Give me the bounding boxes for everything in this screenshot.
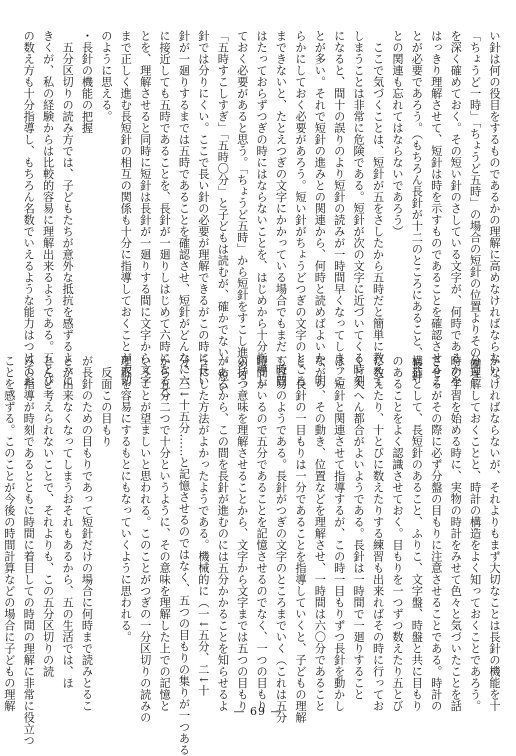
text-column: も容易のようである。長針がつぎの文字のところまでいく（これは五分 bbox=[274, 355, 288, 723]
text-column: させるがその際に必ず分盤の目もりに注意させることである。時計の bbox=[429, 355, 443, 712]
text-column: 理解を容易にするもとにもなっていくように思われる。 bbox=[119, 355, 133, 643]
text-column: のように思える。 bbox=[99, 30, 113, 122]
text-column: の数え方も十分指導し、もちろん名数でいえるような能力はつけてお bbox=[22, 30, 36, 387]
text-column: 分、三↓十五分……と記憶させるのではなく、五つの目もりの集りが一つある bbox=[177, 355, 191, 756]
text-column: い針は何の役目をするものであるかの理解に高めなければならない。 bbox=[488, 30, 501, 387]
text-column: とが必要であろう。（もちろん長針が十二のところにあること、長針 bbox=[410, 30, 424, 381]
text-column: があるから、この間を長針が進むのには五分かかることを知らせるよ bbox=[216, 355, 230, 712]
text-column: が長針のための目もりであって短針だけの場合に何時まで読みとるこ bbox=[80, 355, 94, 712]
text-column: のあることをよく認識させておく。目もりを一つずつ数えたり五とび bbox=[390, 355, 404, 712]
text-column: 時の学習を始める時に、実物の時計をみせて色々と気づいたことを話 bbox=[449, 355, 463, 712]
text-column: 時間がいるので五分であることを記憶させるのでなく、一つの目もり bbox=[255, 355, 269, 712]
text-column: に接近しても五時であることを、長針が一廻りしはじめて六時になるこ bbox=[158, 30, 172, 398]
page-number: — 69 — bbox=[233, 705, 283, 718]
text-column: を深く確めておく。その短い針のさしている文字が、何時であるかを bbox=[449, 30, 463, 387]
text-column: いうことが望ましいと思われる。このことがつぎの一分区切りの読みの bbox=[138, 355, 152, 723]
text-column: とを、理解させると同時に短針は長針が一廻りする間に文字から文字 bbox=[138, 30, 152, 387]
text-column: みの指導が時刻であるとともに時間に着目しての時間の理解に非常に役立つ bbox=[22, 355, 36, 746]
text-column: らかにしておく必要があろう。短い針がちょうどつぎの文字のところ bbox=[293, 30, 307, 387]
text-column: になると、間十の誤りのより短針の読みが一時間早くなってしまうこ bbox=[332, 30, 346, 387]
text-column: ここで気づくことは、短針が五をさしたから五時だと簡単に教えて bbox=[371, 30, 385, 387]
text-column: 「五時すこしすぎ」「五時〇分」と子どもは読むが、確かでない。短い bbox=[216, 30, 230, 393]
text-column: 五分区切りの読み方では、子どもたちが意外な抵抗を感ずるように bbox=[61, 30, 75, 387]
text-column: 反面この目もり bbox=[99, 355, 113, 447]
text-column: まで正しく進む長短針の相互の関係も十分に指導しておくことが大切 bbox=[119, 30, 133, 387]
text-column: きくが、私の経験からは比較的容易に理解出来るようである。五とび bbox=[41, 30, 55, 387]
text-column: は、短針と関連させて指導するが、この時一目もりずつ長針を動かし bbox=[332, 355, 346, 712]
text-column: しまうことは非常に危険である。短針が次の文字に近づいてくる時刻 bbox=[352, 30, 366, 387]
text-column: はっきり理解させて、短針は時を示すものであることを確認させるこ bbox=[429, 30, 443, 387]
text-column: くと大へん都合がよいようである。長針は一時間で一廻りすること bbox=[352, 355, 366, 700]
text-column: ておく必要があると思う。「ちょうど五時」から短針をすこし進める。 bbox=[235, 30, 249, 393]
text-column: との関連も忘れてはならないであろう） bbox=[390, 30, 404, 237]
text-column: とが多い。それで短針の進みとの関連から、何時と読めばよいか、明 bbox=[313, 30, 327, 387]
text-column: まできないと、たとえつぎの文字にかかっている場合でもまだ一時間 bbox=[274, 30, 288, 387]
text-column: とんど考えられないことで、それよりも、この五分区切りの読 bbox=[41, 355, 55, 677]
text-column: と、長針の一目もりは一分であることを指導していくと、子どもの理解 bbox=[293, 355, 307, 723]
text-column: うにした方法がよかったようである。機械的に（一↓五分、二↓十 bbox=[196, 355, 210, 697]
top-text-block bbox=[19, 30, 504, 398]
text-column: 針では分りにくい。ここで長い針の必要が理解できるがこの時に長い bbox=[196, 30, 210, 387]
text-column: 針が一廻りするまでは五時であることを確認させ、短針がどんなに六 bbox=[177, 30, 191, 387]
text-column: 構造として、長短針のあること、ふりこ、文字盤、時盤と共に目もり bbox=[410, 355, 424, 712]
text-column: から五分二つで十分というように、その意味を理解した上での記憶と bbox=[158, 355, 172, 712]
text-column: 「ちょうど一時」「ちょうど五時」の場合の短針の位置よりその働き bbox=[468, 30, 482, 381]
text-column: 分理解しておくことと、時計の構造をよく知っておくことであろう。 bbox=[468, 355, 482, 712]
text-column: かなければならないが、それよりもまず大切なことは長針の機能を十 bbox=[488, 355, 501, 712]
text-column: ことを感ずる。このことが今後の時間計算などの場合に子どもの理解 bbox=[2, 355, 16, 712]
text-column: ながら、その動き、位置などを理解させ、一時間は六〇分であること bbox=[313, 355, 327, 712]
text-column: ・長針の機能の把握 bbox=[80, 30, 94, 134]
text-column: とが出来なくなってしまうおそれもあるから、五の生活では、ほ bbox=[61, 355, 75, 689]
text-column: はたっておらずつぎの時にはならないことを、はじめから十分指導し bbox=[255, 30, 269, 387]
text-column: の持つ意味を理解させることから、文字から文字までは五つの目もり bbox=[235, 355, 249, 712]
text-column: に数えたり、十とびに数えたりする練習も出来ればその時に行ってお bbox=[371, 355, 385, 712]
